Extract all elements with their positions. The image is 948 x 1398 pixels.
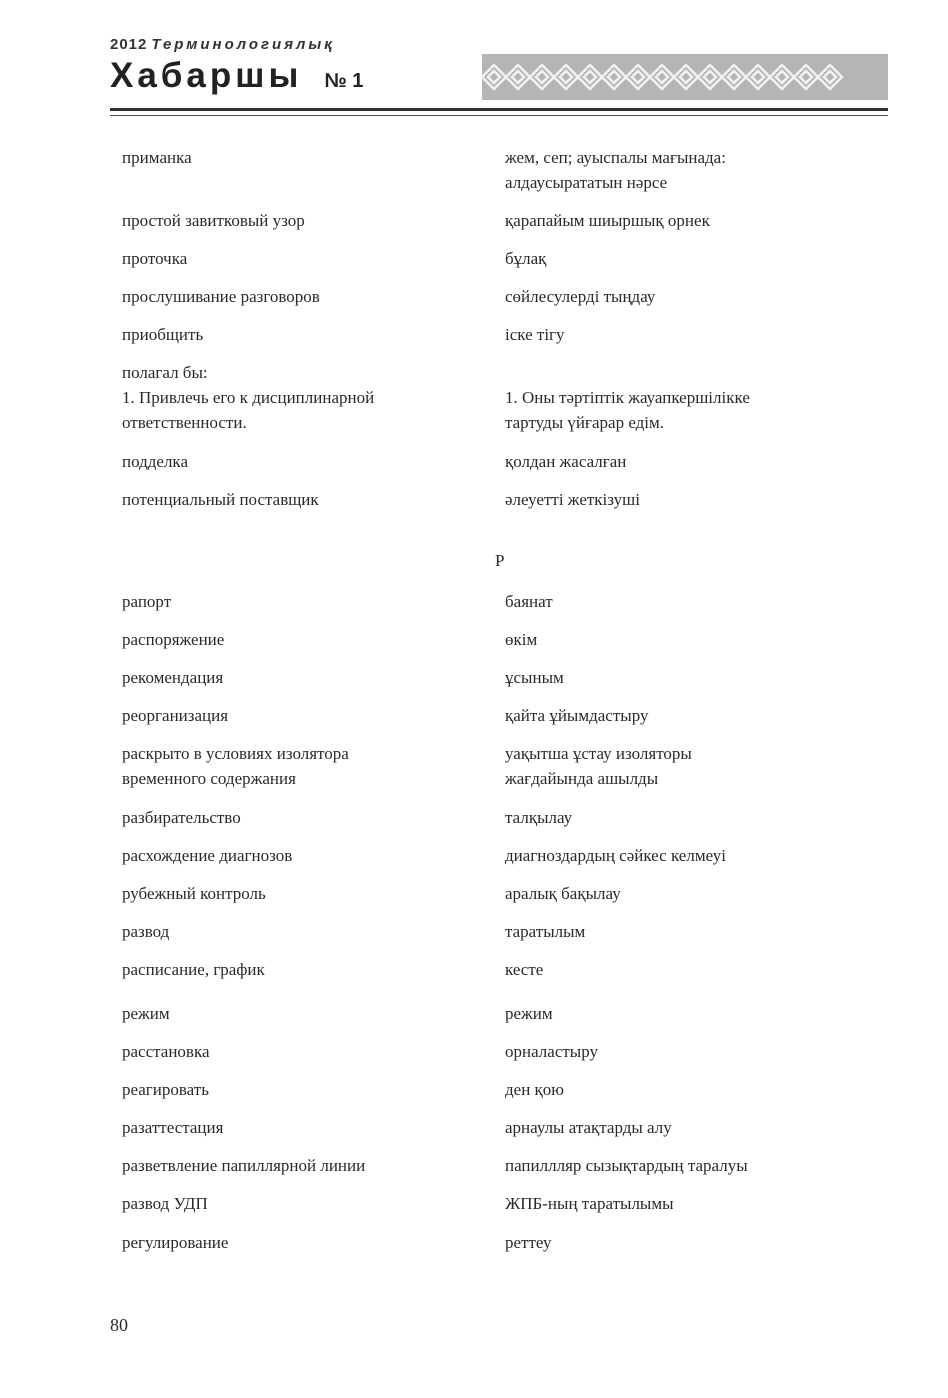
ru-term: проточка (122, 249, 188, 268)
kz-term: папиллляр сызықтардың таралуы (505, 1156, 748, 1175)
kz-term: жем, сеп; ауыспалы мағынада: алдаусыратaтын нәрсе (505, 148, 726, 192)
header-rule-thick (110, 108, 888, 111)
kz-term: режим (505, 1004, 553, 1023)
kz-term: қайта ұйымдастыру (505, 706, 649, 725)
ru-term: рубежный контроль (122, 884, 266, 903)
kz-term: реттеу (505, 1233, 552, 1252)
ru-term: простой завитковый узор (122, 211, 305, 230)
kz-term: уақытша ұстау изоляторы жағдайында ашылды (505, 744, 692, 788)
ru-term: разветвление папиллярной линии (122, 1156, 366, 1175)
ru-term: примaнка (122, 148, 192, 167)
page-header (110, 30, 888, 126)
ru-term: рапорт (122, 592, 172, 611)
journal-title: Хабаршы (110, 56, 303, 95)
ru-term: приобщить (122, 325, 204, 344)
ru-term: развод УДП (122, 1194, 208, 1213)
ru-term: рекомендация (122, 668, 224, 687)
kz-term: арнаулы атақтарды алу (505, 1118, 672, 1137)
ru-term: разбирательство (122, 808, 241, 827)
ru-term: разаттестация (122, 1118, 224, 1137)
ru-term: подделка (122, 452, 188, 471)
kz-term: іске тігу (505, 325, 565, 344)
page-number: 80 (110, 1315, 128, 1335)
ru-term: реорганизация (122, 706, 229, 725)
ornament-pattern-icon (482, 54, 888, 100)
header-year: 2012 (110, 36, 148, 53)
ru-term: распоряжение (122, 630, 225, 649)
ru-term: прослушивание разговоров (122, 287, 320, 306)
kz-term: таратылым (505, 922, 586, 941)
header-rule-thin (110, 115, 888, 116)
kz-term: ЖПБ-ның таратылымы (505, 1194, 674, 1213)
kz-term: сөйлесулерді тыңдау (505, 287, 656, 306)
header-subtitle: Терминологиялық (151, 36, 335, 53)
kz-term: қолдан жасалған (505, 452, 627, 471)
kz-term: талқылау (505, 808, 573, 827)
kz-term: аралық бақылау (505, 884, 621, 903)
kz-term: орналастыру (505, 1042, 598, 1061)
header-line2 (110, 56, 363, 96)
kz-term: диагноздардың сәйкес келмеуі (505, 846, 726, 865)
kz-term: кесте (505, 960, 544, 979)
kz-term: баянат (505, 592, 553, 611)
ru-term: потенциальный поставщик (122, 490, 319, 509)
section-letter: Р (495, 551, 505, 570)
ru-term: режим (122, 1004, 170, 1023)
kz-term: ұсыным (505, 668, 564, 687)
kz-term: қарапайым шиыршық орнек (505, 211, 710, 230)
ru-term: регулирование (122, 1233, 229, 1252)
kz-term: ден қою (505, 1080, 565, 1099)
ru-term: расстановка (122, 1042, 210, 1061)
kz-term: бұлақ (505, 249, 547, 268)
ornament-band (482, 54, 888, 100)
kz-term: 1. Оны тәртіптік жауапкершілікке тартуды үйғарар едім. (505, 388, 750, 432)
ru-term: расписание, график (122, 960, 265, 979)
issue-number: № 1 (324, 70, 364, 92)
ru-term: раскрыто в условиях изолятора временного содержания (122, 744, 349, 788)
ru-term: расхождение диагнозов (122, 846, 293, 865)
ru-term: развод (122, 922, 170, 941)
kz-term: өкім (505, 630, 538, 649)
kz-term: әлеуетті жеткізуші (505, 490, 640, 509)
header-line1 (110, 36, 335, 53)
ru-term: полагал бы: 1. Привлечь его к дисциплинарной ответственности. (122, 363, 375, 432)
ru-term: реагировать (122, 1080, 209, 1099)
